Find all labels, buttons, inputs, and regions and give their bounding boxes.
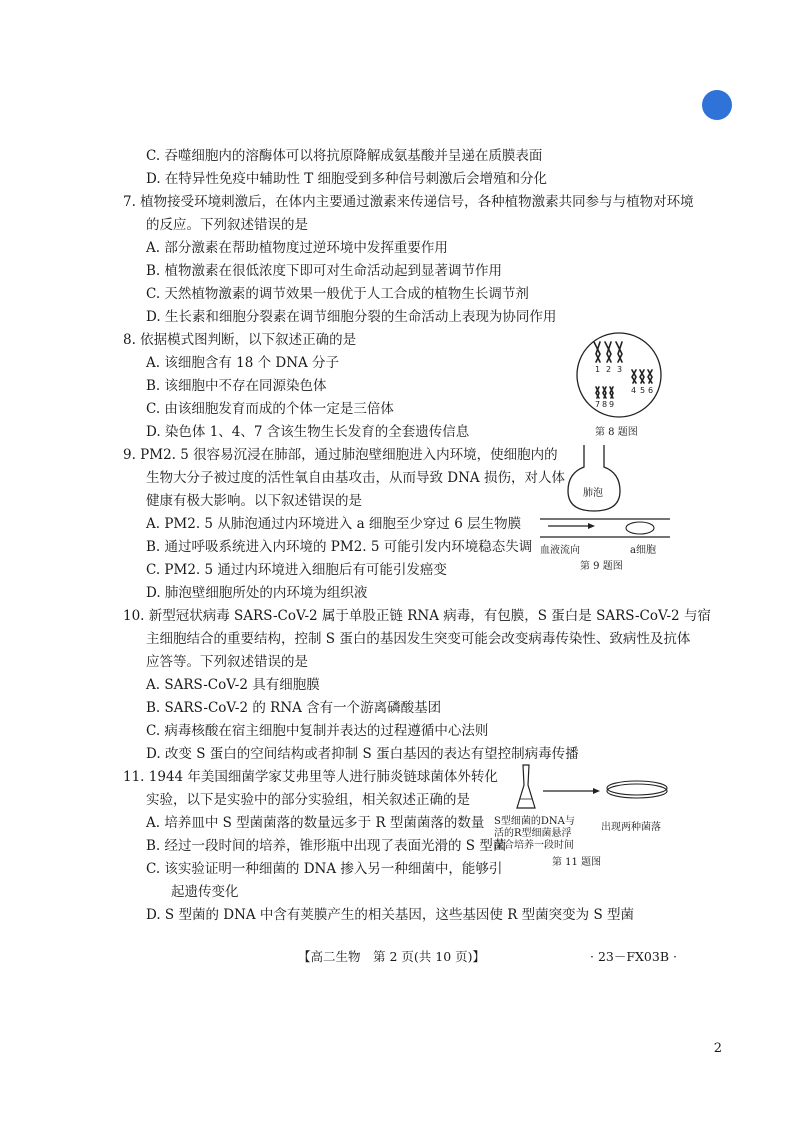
- chromosome-label-1: 1: [595, 365, 601, 374]
- q11-figure-caption: 第 11 题图: [552, 857, 602, 868]
- q10-option-b: B. SARS-CoV-2 的 RNA 含有一个游离磷酸基团: [146, 700, 442, 716]
- q7-stem-line1: 7. 植物接受环境刺激后，在体内主要通过激素来传递信号，各种植物激素共同参与与植物对环境: [123, 194, 694, 210]
- q10-stem-line1: 10. 新型冠状病毒 SARS-CoV-2 属于单股正链 RNA 病毒，有包膜，S 蛋白是 SARS-CoV-2 与宿: [123, 608, 711, 624]
- q7-option-a: A. 部分激素在帮助植物度过逆环境中发挥重要作用: [146, 240, 448, 256]
- q8-cell-diagram: [574, 330, 664, 420]
- chromosome-label-4: 4: [631, 386, 637, 395]
- chromosome-label-7: 7: [595, 400, 601, 409]
- q9-stem-line2: 生物大分子被过度的活性氧自由基攻击，从而导致 DNA 损伤，对人体: [146, 470, 565, 486]
- q11-stem-line2: 实验，以下是实验中的部分实验组，相关叙述正确的是: [146, 792, 470, 808]
- chromosome-label-9: 9: [609, 400, 615, 409]
- q11-option-a: A. 培养皿中 S 型菌菌落的数量远多于 R 型菌菌落的数量: [146, 815, 485, 831]
- q10-option-d: D. 改变 S 蛋白的空间结构或者抑制 S 蛋白基因的表达有望控制病毒传播: [146, 746, 579, 762]
- q11-stem-line1: 11. 1944 年美国细菌学家艾弗里等人进行肺炎链球菌体外转化: [123, 769, 498, 785]
- footer-paper-code: · 23－FX03B ·: [590, 949, 677, 964]
- q6-option-d: D. 在特异性免疫中辅助性 T 细胞受到多种信号刺激后会增殖和分化: [146, 171, 548, 187]
- q9-option-a: A. PM2. 5 从肺泡通过内环境进入 a 细胞至少穿过 6 层生物膜: [146, 516, 522, 532]
- q10-stem-line2: 主细胞结合的重要结构，控制 S 蛋白的基因发生突变可能会改变病毒传染性、致病性及抗体: [146, 631, 691, 647]
- chromosome-label-5: 5: [640, 386, 646, 395]
- q9-alveolus-diagram: [540, 445, 670, 545]
- blue-marker-dot: [702, 90, 732, 120]
- q9-cell-a-label: a细胞: [630, 545, 656, 556]
- q9-stem-line3: 健康有极大影响。以下叙述错误的是: [146, 493, 362, 509]
- q10-option-a: A. SARS-CoV-2 具有细胞膜: [146, 677, 320, 693]
- q11-option-d: D. S 型菌的 DNA 中含有荚膜产生的相关基因，这些基因使 R 型菌突变为 S 型菌: [146, 907, 635, 923]
- q8-option-c: C. 由该细胞发育而成的个体一定是三倍体: [146, 401, 394, 417]
- q9-option-c: C. PM2. 5 通过内环境进入细胞后有可能引发癌变: [146, 562, 447, 578]
- q11-option-c-line1: C. 该实验证明一种细菌的 DNA 掺入另一种细菌中，能够引: [146, 861, 503, 877]
- q9-option-b: B. 通过呼吸系统进入内环境的 PM2. 5 可能引发内环境稳态失调: [146, 539, 533, 555]
- q10-option-c: C. 病毒核酸在宿主细胞中复制并表达的过程遵循中心法则: [146, 723, 489, 739]
- q11-result-label: 出现两种菌落: [601, 822, 661, 833]
- page-number: 2: [713, 1041, 722, 1056]
- q8-option-d: D. 染色体 1、4、7 含该生物生长发育的全套遗传信息: [146, 424, 470, 440]
- chromosome-label-6: 6: [648, 386, 654, 395]
- q11-option-c-line2: 起遗传变化: [171, 884, 239, 900]
- chromosome-label-2: 2: [606, 365, 612, 374]
- q11-note-line1: S型细菌的DNA与: [494, 816, 575, 827]
- q8-figure-caption: 第 8 题图: [595, 427, 638, 438]
- q9-stem-line1: 9. PM2. 5 很容易沉浸在肺部，通过肺泡壁细胞进入内环境，使细胞内的: [123, 447, 558, 463]
- q7-option-b: B. 植物激素在很低浓度下即可对生命活动起到显著调节作用: [146, 263, 503, 279]
- q10-stem-line3: 应答等。下列叙述错误的是: [146, 654, 308, 670]
- q9-option-d: D. 肺泡壁细胞所处的内环境为组织液: [146, 585, 368, 601]
- q9-alveolus-label: 肺泡: [583, 488, 603, 499]
- q9-blood-flow-label: 血液流向: [540, 545, 580, 556]
- q8-option-b: B. 该细胞中不存在同源染色体: [146, 378, 327, 394]
- q8-option-a: A. 该细胞含有 18 个 DNA 分子: [146, 355, 340, 371]
- q7-option-c: C. 天然植物激素的调节效果一般优于人工合成的植物生长调节剂: [146, 286, 529, 302]
- footer-course-info: 【高二生物 第 2 页(共 10 页)】: [298, 949, 486, 964]
- q11-experiment-diagram: [515, 763, 675, 813]
- q7-option-d: D. 生长素和细胞分裂素在调节细胞分裂的生命活动上表现为协同作用: [146, 309, 557, 325]
- chromosome-label-8: 8: [602, 400, 608, 409]
- q7-stem-line2: 的反应。下列叙述错误的是: [146, 217, 308, 233]
- q11-note-line2: 活的R型细菌悬浮: [494, 828, 572, 839]
- chromosome-label-3: 3: [617, 365, 623, 374]
- q11-option-b: B. 经过一段时间的培养，锥形瓶中出现了表面光滑的 S 型菌: [146, 838, 507, 854]
- q8-stem: 8. 依据模式图判断，以下叙述正确的是: [123, 332, 357, 348]
- q9-figure-caption: 第 9 题图: [580, 561, 623, 572]
- q11-note-line3: 混合培养一段时间: [494, 840, 574, 851]
- q6-option-c: C. 吞噬细胞内的溶酶体可以将抗原降解成氨基酸并呈递在质膜表面: [146, 148, 543, 164]
